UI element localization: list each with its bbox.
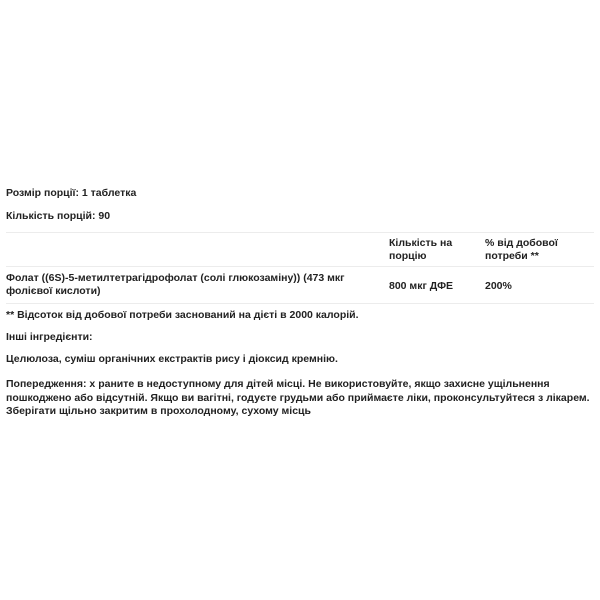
table-row <box>6 267 594 304</box>
daily-value-footnote: ** Відсоток від добової потреби заснований на дієті в 2000 калорій. <box>6 309 359 321</box>
nutrient-table <box>6 232 594 304</box>
nutrient-daily-value: 200% <box>485 267 594 304</box>
header-amount-per-serving: Кількість на порцію <box>389 233 485 267</box>
header-daily-value: % від добової потреби ** <box>485 233 594 267</box>
warning-text: Попередження: х раните в недоступному для дітей місці. Не використовуйте, якщо захисне ущільнення пошкоджено або відсутній. Якщо ви вагітні, годуєте грудьми або приймаєте ліки, проконсультуйтеся з лікарем. Зберігати щільно закритим в прохолодному, сухому місць <box>6 378 590 417</box>
header-nutrient <box>6 233 389 267</box>
table-header-row <box>6 233 594 267</box>
serving-size: Розмір порції: 1 таблетка <box>6 187 137 199</box>
nutrient-name: Фолат ((6S)-5-метилтетрагідрофолат (солі глюкозаміну)) (473 мкг фолієвої кислоти) <box>6 267 389 304</box>
servings-per-container: Кількість порцій: 90 <box>6 210 111 222</box>
nutrient-amount: 800 мкг ДФЕ <box>389 267 485 304</box>
other-ingredients-label: Інші інгредієнти: <box>6 331 93 343</box>
other-ingredients-value: Целюлоза, суміш органічних екстрактів рису і діоксид кремнію. <box>6 353 338 365</box>
